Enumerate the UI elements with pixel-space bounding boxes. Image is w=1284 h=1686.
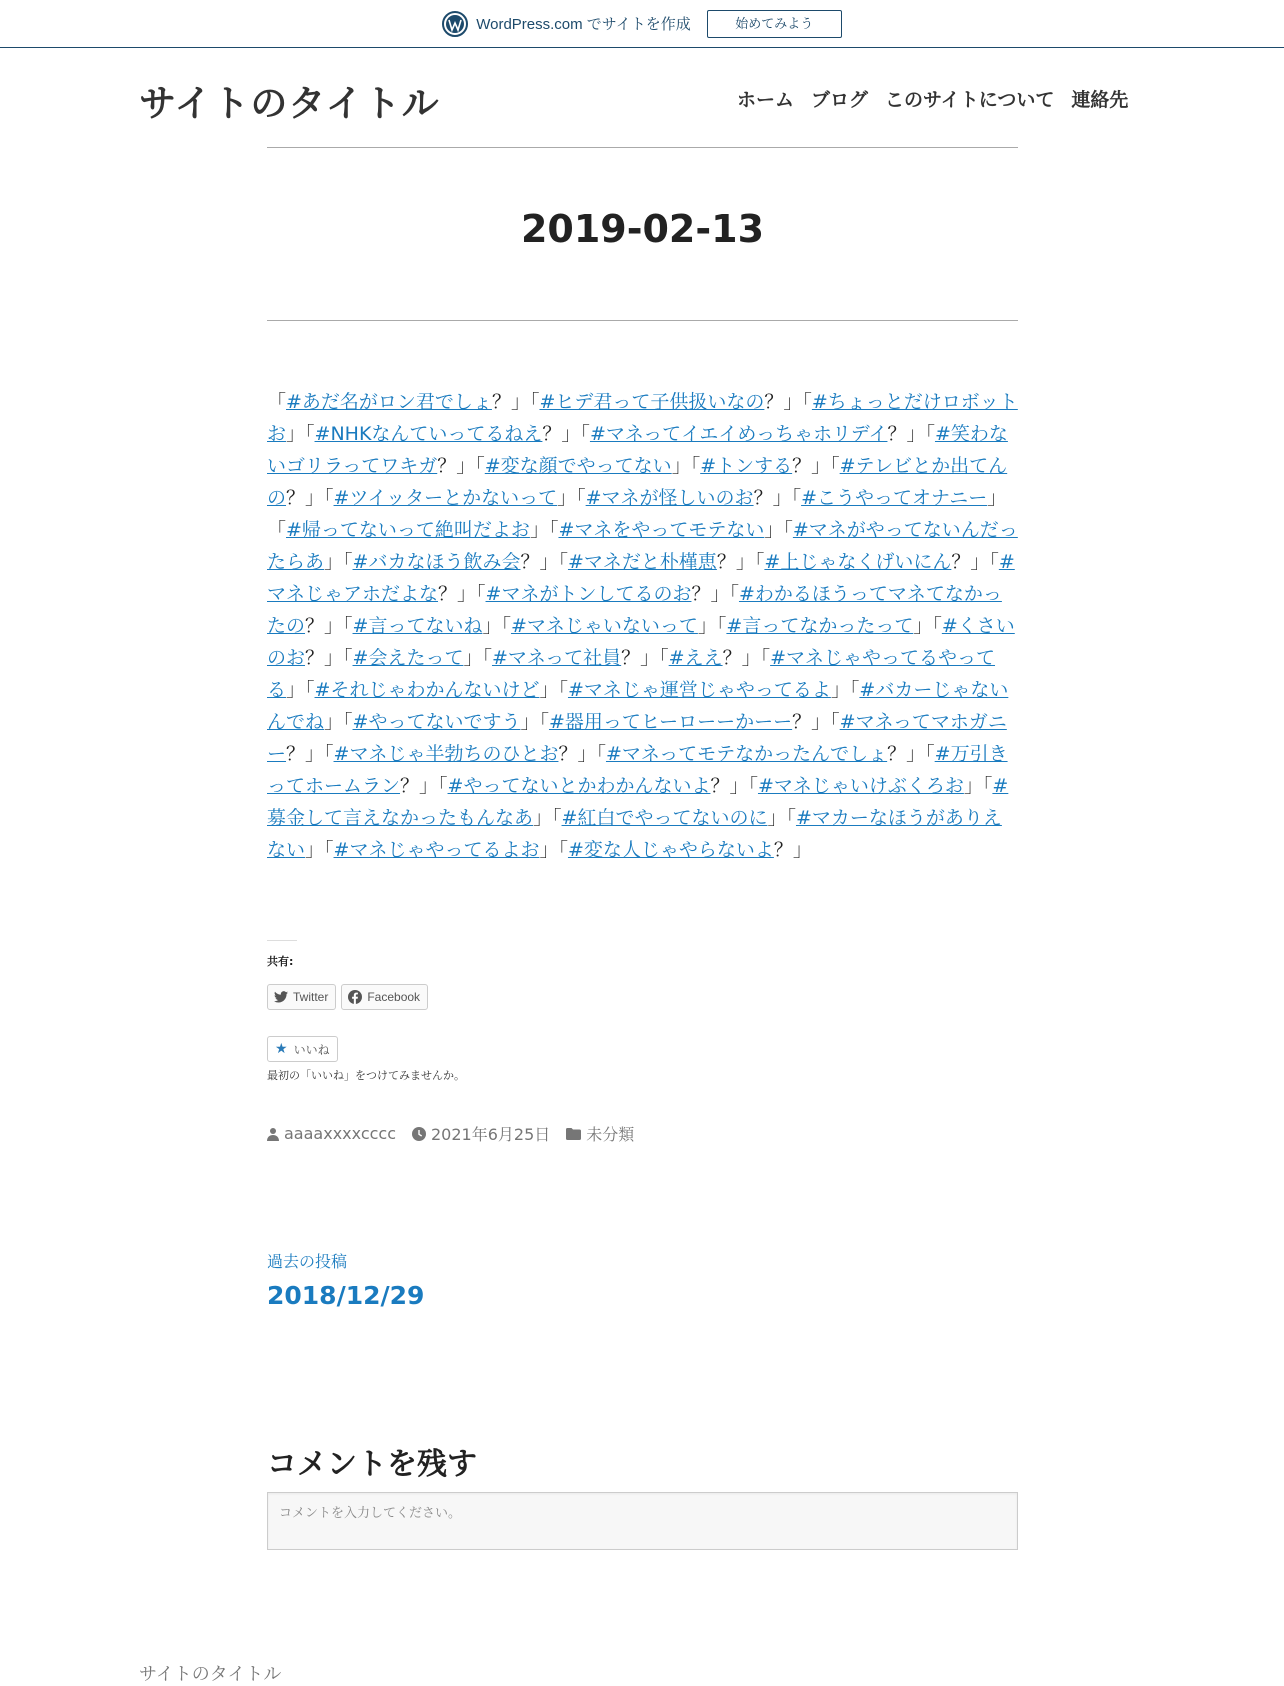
like-label: いいね	[293, 1042, 330, 1057]
content-text: ？」「	[764, 391, 812, 413]
hashtag-link[interactable]: #バカなほう飲み会	[352, 551, 521, 573]
category-meta[interactable]	[566, 1122, 634, 1145]
wordpress-logo-icon[interactable]	[442, 11, 468, 37]
hashtag-link[interactable]: #言ってないね	[352, 615, 483, 637]
post-date: 2021年6月25日	[431, 1125, 551, 1144]
content-text: ？」「	[305, 615, 353, 637]
comment-input[interactable]	[267, 1492, 1018, 1550]
content-text: ？」「	[438, 583, 486, 605]
hashtag-link[interactable]: #笑わないゴリラってワキガ	[267, 423, 1008, 477]
content-text: 」「	[286, 423, 315, 445]
content-text: 「	[267, 391, 287, 413]
comment-placeholder: コメントを入力してください。	[279, 1506, 462, 1521]
hashtag-link[interactable]: #トンする	[700, 455, 793, 477]
hashtag-link[interactable]: #ヒデ君って子供扱いなの	[539, 391, 765, 413]
previous-post-label[interactable]: 過去の投稿	[267, 1252, 348, 1271]
hashtag-link[interactable]: #紅白でやってないのに	[561, 807, 768, 829]
hashtag-link[interactable]: #マネって社員	[491, 647, 622, 669]
content-text: ？」「	[286, 487, 334, 509]
hashtag-link[interactable]: #マネじゃやってるやってる	[267, 647, 996, 701]
hashtag-link[interactable]: #マネってモテなかったんでしょ	[605, 743, 888, 765]
main-nav	[737, 85, 1145, 112]
content-text: 」「	[671, 455, 701, 477]
content-text: 」「	[324, 711, 353, 733]
get-started-button[interactable]: 始めてみよう	[707, 10, 842, 38]
hashtag-link[interactable]: #言ってなかったって	[726, 615, 914, 637]
hashtag-link[interactable]: #マネじゃ運営じゃやってるよ	[567, 679, 831, 701]
hashtag-link[interactable]: #会えたって	[352, 647, 464, 669]
share-label: 共有:	[267, 940, 297, 969]
site-title[interactable]: サイトのタイトル	[139, 82, 440, 125]
hashtag-link[interactable]: #ちょっとだけロボットお	[267, 391, 1018, 445]
content-text: 」「	[697, 615, 727, 637]
content-text: ？」「	[286, 743, 334, 765]
content-text: 」「	[557, 487, 586, 509]
hashtag-link[interactable]: #マネじゃいけぶくろお	[757, 775, 964, 797]
twitter-share-label: Twitter	[293, 990, 329, 1004]
like-button[interactable]	[267, 1036, 338, 1062]
content-text: 」「	[324, 551, 353, 573]
post-title: 2019-02-13	[520, 207, 765, 251]
content-text: 」「	[529, 519, 559, 541]
facebook-share-button[interactable]	[341, 984, 428, 1010]
divider	[267, 320, 1018, 321]
author-meta[interactable]	[267, 1124, 396, 1143]
hashtag-link[interactable]: #上じゃなくげいにん	[764, 551, 952, 573]
facebook-icon	[348, 990, 362, 1004]
content-text: ？」「	[621, 647, 669, 669]
hashtag-link[interactable]: #帰ってないって絶叫だよお	[286, 519, 530, 541]
content-text: 」「	[305, 839, 334, 861]
twitter-share-button[interactable]	[267, 984, 336, 1010]
hashtag-link[interactable]: #あだ名がロン君でしょ	[286, 391, 492, 413]
previous-post-link[interactable]: 2018/12/29	[267, 1281, 425, 1310]
nav-item-about[interactable]: このサイトについて	[885, 89, 1055, 111]
content-text: ？」「	[792, 711, 840, 733]
content-text: ？」「	[792, 455, 840, 477]
content-text: ？」「	[887, 743, 935, 765]
hashtag-link[interactable]: #変な顔でやってない	[484, 455, 672, 477]
content-text: ？」「	[753, 487, 802, 509]
banner-text[interactable]: WordPress.com でサイトを作成	[476, 16, 691, 33]
hashtag-link[interactable]: #マネじゃいないって	[510, 615, 698, 637]
content-text: ？」「	[887, 423, 935, 445]
content-text: ？」「	[400, 775, 448, 797]
hashtag-link[interactable]: #マネだと朴槿恵	[567, 551, 717, 573]
hashtag-link[interactable]: #それじゃわかんないけど	[314, 679, 540, 701]
divider	[267, 147, 1018, 148]
hashtag-link[interactable]: #マネってマホガニー	[267, 711, 1007, 765]
hashtag-link[interactable]: #わかるほうってマネてなかったの	[267, 583, 1002, 637]
nav-item-contact[interactable]: 連絡先	[1071, 89, 1129, 111]
hashtag-link[interactable]: #募金して言えなかったもんなあ	[267, 775, 1009, 829]
content-text: 」「	[830, 679, 860, 701]
date-meta[interactable]	[412, 1122, 550, 1145]
content-text: 」「	[767, 807, 796, 829]
content-text: 」「	[482, 615, 511, 637]
content-text: ？」「	[491, 391, 540, 413]
content-text: ？」「	[542, 423, 590, 445]
content-text: 」「	[539, 679, 568, 701]
nav-item-blog[interactable]: ブログ	[811, 89, 869, 111]
folder-icon	[566, 1128, 581, 1140]
hashtag-link[interactable]: #マネをやってモテない	[558, 519, 765, 541]
content-text: 」「	[267, 487, 1007, 541]
author-name: aaaaxxxxcccc	[284, 1124, 396, 1143]
wordpress-banner	[0, 0, 1284, 48]
content-text: ？」「	[722, 647, 771, 669]
hashtag-link[interactable]: #テレビとか出てんの	[267, 455, 1008, 509]
post-category: 未分類	[586, 1125, 635, 1144]
content-text: ？」「	[716, 551, 765, 573]
post-meta	[267, 1122, 650, 1145]
comment-heading: コメントを残す	[267, 1447, 477, 1482]
post-content	[267, 386, 1018, 866]
content-text: 」「	[286, 679, 315, 701]
hashtag-link[interactable]: #マネがトンしてるのお	[485, 583, 692, 605]
hashtag-link[interactable]: #変な人じゃやらないよ	[567, 839, 774, 861]
content-text: ？」	[773, 839, 812, 861]
content-text: 」「	[963, 775, 993, 797]
hashtag-link[interactable]: #くさいのお	[267, 615, 1015, 669]
content-text: ？」「	[710, 775, 758, 797]
hashtag-link[interactable]: #こうやってオナニー	[801, 487, 988, 509]
share-buttons	[267, 984, 433, 1010]
content-text: 」「	[520, 711, 549, 733]
hashtag-link[interactable]: #万引きってホームラン	[267, 743, 1008, 797]
content-text: 」「	[539, 839, 568, 861]
clock-icon	[412, 1127, 426, 1141]
hashtag-link[interactable]: #マネが怪しいのお	[585, 487, 754, 509]
content-text: 」「	[463, 647, 492, 669]
content-text: 」「	[913, 615, 942, 637]
content-text: ？」「	[520, 551, 568, 573]
content-text: 」「	[533, 807, 562, 829]
hashtag-link[interactable]: #ええ	[668, 647, 723, 669]
nav-item-home[interactable]: ホーム	[737, 89, 795, 111]
hashtag-link[interactable]: #器用ってヒーローーかーー	[548, 711, 793, 733]
like-note: 最初の「いいね」をつけてみませんか。	[267, 1069, 465, 1082]
hashtag-link[interactable]: #マネじゃやってるよお	[333, 839, 540, 861]
hashtag-link[interactable]: #マネじゃアホだよな	[267, 551, 1015, 605]
twitter-icon	[274, 991, 288, 1003]
content-text: ？」「	[951, 551, 999, 573]
hashtag-link[interactable]: #マネがやってないんだったらあ	[267, 519, 1018, 573]
hashtag-link[interactable]: #ツイッターとかないって	[333, 487, 558, 509]
hashtag-link[interactable]: #やってないとかわかんないよ	[447, 775, 711, 797]
content-text: ？」「	[558, 743, 606, 765]
hashtag-link[interactable]: #マネってイエイめっちゃホリデイ	[589, 423, 888, 445]
footer-site-title[interactable]: サイトのタイトル	[139, 1664, 282, 1685]
content-text: ？」「	[305, 647, 353, 669]
content-text: ？」「	[437, 455, 485, 477]
hashtag-link[interactable]: #NHKなんていってるねえ	[314, 423, 543, 445]
facebook-share-label: Facebook	[367, 990, 421, 1004]
person-icon	[267, 1127, 279, 1141]
hashtag-link[interactable]: #やってないですう	[352, 711, 521, 733]
star-icon: ★	[275, 1041, 288, 1057]
content-text: 」「	[764, 519, 793, 541]
content-text: ？」「	[691, 583, 739, 605]
hashtag-link[interactable]: #マカーなほうがありえない	[267, 807, 1002, 861]
hashtag-link[interactable]: #バカーじゃないんでね	[267, 679, 1009, 733]
hashtag-link[interactable]: #マネじゃ半勃ちのひとお	[333, 743, 559, 765]
